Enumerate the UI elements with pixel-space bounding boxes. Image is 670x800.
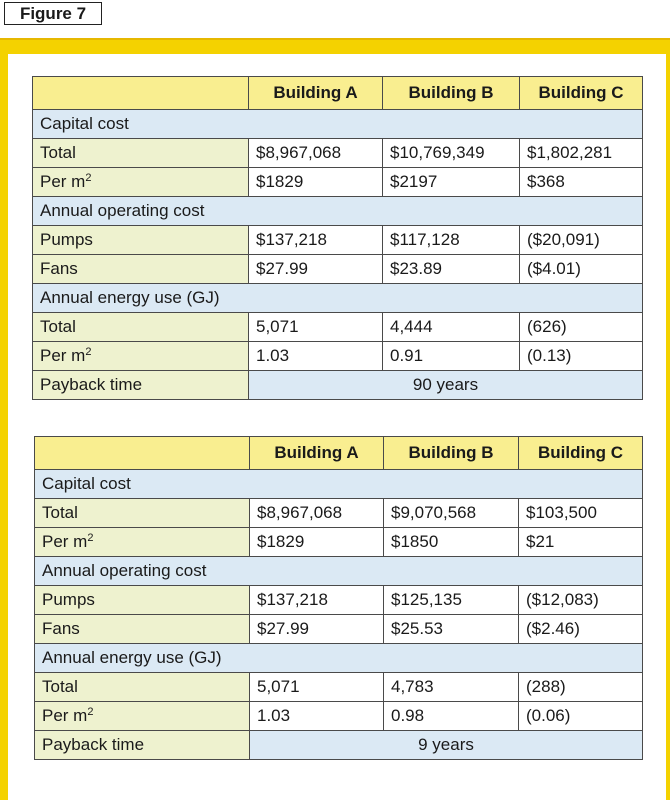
cell-building-a: 5,071: [249, 313, 383, 342]
col-header-building-a: Building A: [250, 437, 384, 470]
superscript: 2: [87, 532, 94, 544]
col-header-building-b: Building B: [383, 77, 520, 110]
section-row-operating-cost: [35, 557, 643, 586]
row-label: Total: [35, 499, 250, 528]
cell-building-b: $117,128: [383, 226, 520, 255]
payback-row: [35, 731, 643, 760]
row-label: Total: [33, 313, 249, 342]
superscript: 2: [85, 172, 92, 184]
cell-building-c: $1,802,281: [520, 139, 643, 168]
cell-building-b: $10,769,349: [383, 139, 520, 168]
cell-building-a: 5,071: [250, 673, 384, 702]
table-row: [35, 499, 643, 528]
row-label: Total: [35, 673, 250, 702]
cell-building-c: $368: [520, 168, 643, 197]
table-row: [35, 528, 643, 557]
table-row: [33, 255, 643, 284]
section-row-capital-cost: [35, 470, 643, 499]
section-label: Annual energy use (GJ): [33, 284, 643, 313]
cell-building-b: $125,135: [384, 586, 519, 615]
row-label-text: Per m: [42, 706, 88, 725]
cell-building-a: $27.99: [250, 615, 384, 644]
table-row: [33, 139, 643, 168]
section-row-energy-use: [33, 284, 643, 313]
cell-building-c: $103,500: [519, 499, 643, 528]
row-label-text: Per m: [40, 346, 86, 365]
cell-building-b: $9,070,568: [384, 499, 519, 528]
cell-building-a: $137,218: [249, 226, 383, 255]
cell-building-a: $1829: [249, 168, 383, 197]
table-row: [33, 342, 643, 371]
table-row: [33, 313, 643, 342]
section-label: Annual operating cost: [35, 557, 643, 586]
cell-building-c: ($2.46): [519, 615, 643, 644]
row-label: Fans: [33, 255, 249, 284]
figure-label: Figure 7: [4, 2, 102, 25]
comparison-table-2: [34, 436, 643, 760]
section-label: Annual energy use (GJ): [35, 644, 643, 673]
cell-building-c: (0.06): [519, 702, 643, 731]
cell-building-b: 4,444: [383, 313, 520, 342]
cell-building-b: $2197: [383, 168, 520, 197]
cell-building-a: $8,967,068: [250, 499, 384, 528]
payback-value: 90 years: [249, 371, 643, 400]
cell-building-a: 1.03: [249, 342, 383, 371]
cell-building-c: (626): [520, 313, 643, 342]
cell-building-a: $8,967,068: [249, 139, 383, 168]
section-label: Capital cost: [33, 110, 643, 139]
row-label: Pumps: [35, 586, 250, 615]
header-row: [35, 437, 643, 470]
superscript: 2: [87, 706, 94, 718]
row-label: Payback time: [33, 371, 249, 400]
col-header-building-a: Building A: [249, 77, 383, 110]
cell-building-b: 0.91: [383, 342, 520, 371]
row-label: Fans: [35, 615, 250, 644]
cell-building-a: $27.99: [249, 255, 383, 284]
comparison-table-1: [32, 76, 643, 400]
header-corner: [35, 437, 250, 470]
header-corner: [33, 77, 249, 110]
section-row-capital-cost: [33, 110, 643, 139]
cell-building-c: (0.13): [520, 342, 643, 371]
section-label: Capital cost: [35, 470, 643, 499]
cell-building-b: $25.53: [384, 615, 519, 644]
cell-building-b: 4,783: [384, 673, 519, 702]
col-header-building-b: Building B: [384, 437, 519, 470]
cell-building-a: $1829: [250, 528, 384, 557]
row-label-text: Per m: [40, 172, 86, 191]
row-label: [35, 528, 250, 557]
row-label: [33, 342, 249, 371]
table-row: [35, 615, 643, 644]
superscript: 2: [85, 346, 92, 358]
cell-building-c: (288): [519, 673, 643, 702]
row-label-text: Per m: [42, 532, 88, 551]
row-label: Payback time: [35, 731, 250, 760]
row-label: [33, 168, 249, 197]
cell-building-b: $1850: [384, 528, 519, 557]
table-row: [35, 673, 643, 702]
row-label: Pumps: [33, 226, 249, 255]
cell-building-c: ($4.01): [520, 255, 643, 284]
section-row-operating-cost: [33, 197, 643, 226]
cell-building-b: 0.98: [384, 702, 519, 731]
row-label: [35, 702, 250, 731]
row-label: Total: [33, 139, 249, 168]
table-row: [33, 226, 643, 255]
cell-building-b: $23.89: [383, 255, 520, 284]
table-row: [35, 586, 643, 615]
section-label: Annual operating cost: [33, 197, 643, 226]
table-row: [33, 168, 643, 197]
section-row-energy-use: [35, 644, 643, 673]
cell-building-a: $137,218: [250, 586, 384, 615]
table-row: [35, 702, 643, 731]
header-row: [33, 77, 643, 110]
cell-building-c: ($12,083): [519, 586, 643, 615]
payback-value: 9 years: [250, 731, 643, 760]
col-header-building-c: Building C: [520, 77, 643, 110]
cell-building-c: $21: [519, 528, 643, 557]
payback-row: [33, 371, 643, 400]
col-header-building-c: Building C: [519, 437, 643, 470]
cell-building-c: ($20,091): [520, 226, 643, 255]
cell-building-a: 1.03: [250, 702, 384, 731]
